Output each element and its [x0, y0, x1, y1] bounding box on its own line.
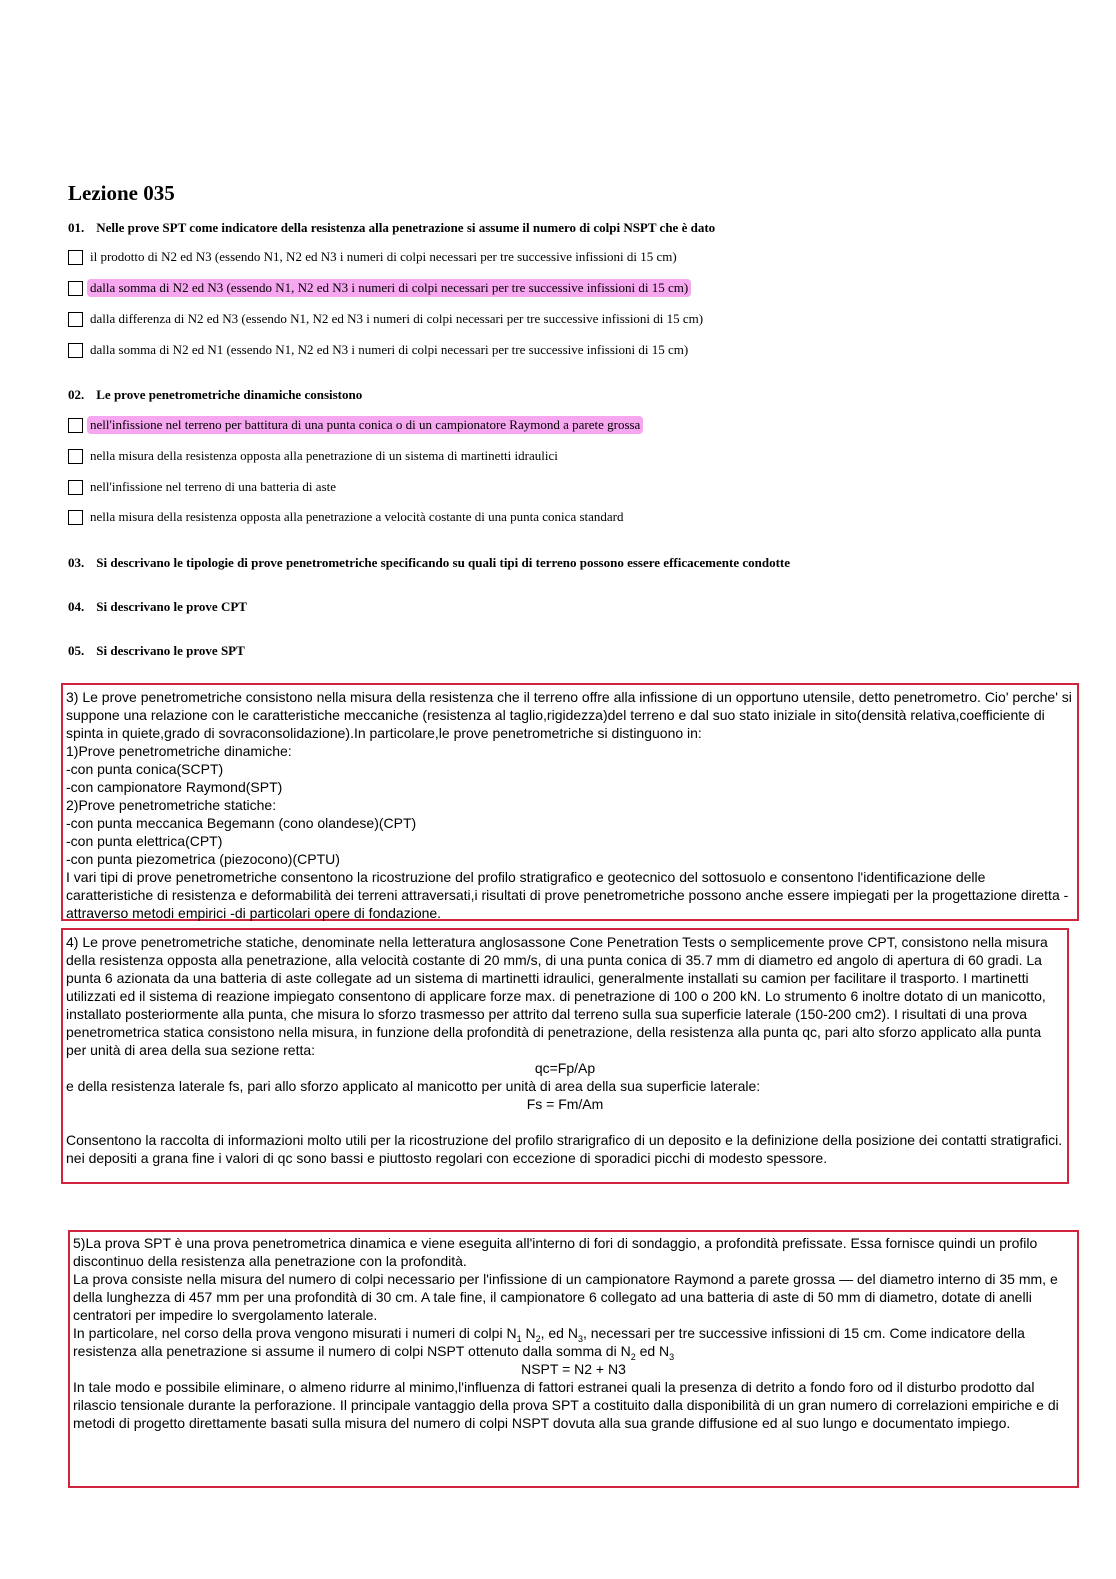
question-number: 03. [68, 555, 85, 570]
q2-option-1[interactable] [68, 415, 643, 435]
q2-option-4[interactable] [68, 507, 627, 527]
question-number: 01. [68, 220, 85, 235]
spacer [66, 1113, 1064, 1131]
text-run: N [521, 1325, 536, 1341]
checkbox[interactable] [68, 312, 83, 327]
option-text: nella misura della resistenza opposta alla penetrazione a velocità costante di una punta conica standard [90, 509, 624, 524]
lesson-title: Lezione 035 [68, 181, 175, 205]
checkbox[interactable] [68, 480, 83, 495]
checkbox[interactable] [68, 449, 83, 464]
text-run: , necessari per tre successive infissioni di 15 cm. Come indicatore della resistenza alla penetrazione si assume il numero di colpi NSPT ottenuto dalla somma di N [73, 1325, 1025, 1359]
answer-3-line: -con punta conica(SCPT) [66, 761, 224, 777]
option-text: dalla somma di N2 ed N1 (essendo N1, N2 ed N3 i numeri di colpi necessari per tre successive infissioni di 15 cm) [90, 342, 689, 357]
subscript: 1 [516, 1333, 522, 1344]
answer-3-conclusion: I vari tipi di prove penetrometriche consentono la ricostruzione del profilo stratigrafico e geotecnico del sottosuolo e consentono l'identificazione delle caratteristiche di resistenza e deformabilità dei terreni attraversati,i risultati di prove penetrometriche possono anche essere impiegati per la progettazione diretta -attraverso metodi empirici -di particolari opere di fondazione. [66, 869, 1069, 921]
formula-nspt: NSPT = N2 + N3 [521, 1361, 626, 1377]
q1-option-4[interactable] [68, 340, 691, 360]
q1-option-2[interactable] [68, 278, 691, 298]
answer-5-paragraph: La prova consiste nella misura del numero di colpi necessario per l'infissione di un campionatore Raymond a parete grossa — del diametro interno di 35 mm, e della lunghezza di 457 mm per una profondità di 30 cm. A tale fine, il campionatore 6 collegato ad una batteria di aste di 50 mm di diametro, dotate di anelli centratori per impedire lo svergolamento laterale. [73, 1271, 1058, 1323]
question-text: Le prove penetrometriche dinamiche consistono [96, 387, 363, 402]
checkbox[interactable] [68, 250, 83, 265]
q2-option-3[interactable] [68, 477, 339, 497]
checkbox[interactable] [68, 418, 83, 433]
question-text: Si descrivano le tipologie di prove penetrometriche specificando su quali tipi di terreno possono essere efficacemente condotte [96, 555, 790, 570]
question-number: 05. [68, 643, 85, 658]
subscript: 2 [630, 1351, 636, 1362]
option-text-highlighted: nell'infissione nel terreno per battitura di una punta conica o di un campionatore Raymond a parete grossa [87, 416, 643, 434]
option-text: dalla differenza di N2 ed N3 (essendo N1, N2 ed N3 i numeri di colpi necessari per tre successive infissioni di 15 cm) [90, 311, 704, 326]
answer-3-box [61, 683, 1079, 921]
q1-option-1[interactable] [68, 247, 680, 267]
answer-3-line: -con campionatore Raymond(SPT) [66, 779, 283, 795]
formula-qc: qc=Fp/Ap [534, 1060, 596, 1076]
question-02 [68, 387, 362, 403]
q1-option-3[interactable] [68, 309, 706, 329]
checkbox[interactable] [68, 510, 83, 525]
answer-3-line: 2)Prove penetrometriche statiche: [66, 797, 277, 813]
answer-4-paragraph: Consentono la raccolta di informazioni molto utili per la ricostruzione del profilo strarigrafico di un deposito e la definizione della posizione dei contatti stratigrafici. nei depositi a grana fine i valori di qc sono bassi e piuttosto regolari con eccezione di sporadici picchi di modesto spessore. [66, 1132, 1063, 1166]
text-run: ed N [635, 1343, 670, 1359]
question-number: 04. [68, 599, 85, 614]
answer-3-line: -con punta elettrica(CPT) [66, 833, 223, 849]
answer-4-paragraph: 4) Le prove penetrometriche statiche, denominate nella letteratura anglosassone Cone Penetration Tests o semplicemente prove CPT, consistono nella misura della resistenza opposta alla penetrazione, alla velocità costante di 20 mm/s, di una punta conica di 35.7 mm di diametro ed angolo di apertura di 60 gradi. La punta 6 azionata da una batteria di aste collegate ad un sistema di martinetti idraulici, generalmente installati su camion per facilitare il trasporto. I martinetti utilizzati ed il sistema di reazione impiegato consentono di applicare forze max. di penetrazione di 100 o 200 kN. Lo strumento 6 inoltre dotato di un manicotto, installato posteriormente alla punta, che misura lo sforzo trasmesso per attrito dal terreno sulla sua superficie laterale (150-200 cm2). I risultati di una prova penetrometrica statica consistono nella misura, in funzione della profondità di penetrazione, della resistenza alla punta qc, pari alto sforzo applicato alla punta per unità di area della sua sezione retta: [66, 934, 1048, 1058]
checkbox[interactable] [68, 281, 83, 296]
text-run: , ed N [540, 1325, 578, 1341]
option-text: il prodotto di N2 ed N3 (essendo N1, N2 ed N3 i numeri di colpi necessari per tre successive infissioni di 15 cm) [90, 249, 677, 264]
question-05 [68, 643, 245, 659]
answer-4-paragraph: e della resistenza laterale fs, pari allo sforzo applicato al manicotto per unità di area della sua superficie laterale: [66, 1078, 761, 1094]
answer-3-line: 1)Prove penetrometriche dinamiche: [66, 743, 292, 759]
option-text-highlighted: dalla somma di N2 ed N3 (essendo N1, N2 ed N3 i numeri di colpi necessari per tre successive infissioni di 15 cm) [87, 279, 691, 297]
answer-3-intro: 3) Le prove penetrometriche consistono nella misura della resistenza che il terreno offre alla infissione di un opportuno utensile, detto penetrometro. Cio' perche' si suppone una relazione con le caratteristiche meccaniche (resistenza al taglio,rigidezza)del terreno e dal suo stato iniziale in sito(densità relativa,coefficiente di spinta in quiete,grado di sovraconsolidazione).In particolare,le prove penetrometriche si distinguono in: [66, 689, 1072, 741]
question-04 [68, 599, 247, 615]
q2-option-2[interactable] [68, 446, 561, 466]
formula-fs: Fs = Fm/Am [526, 1096, 604, 1112]
option-text: nell'infissione nel terreno di una batteria di aste [90, 479, 337, 494]
checkbox[interactable] [68, 343, 83, 358]
answer-5-paragraph: 5)La prova SPT è una prova penetrometrica dinamica e viene eseguita all'interno di fori di sondaggio, a profondità prefissate. Essa fornisce quindi un profilo discontinuo della resistenza alla penetrazione con la profondità. [73, 1235, 1038, 1269]
answer-5-box [68, 1230, 1079, 1488]
answer-3-line: -con punta meccanica Begemann (cono olandese)(CPT) [66, 815, 417, 831]
answer-5-paragraph: In tale modo e possibile eliminare, o almeno ridurre al minimo,l'influenza di fattori estranei quali la presenza di detrito a fondo foro od il disturbo prodotto dal rilascio tensionale durante la perforazione. Il principale vantaggio della prova SPT a costituito dalla disponibilità di un gran numero di correlazioni empiriche e di metodi di progetto direttamente basati sulla misura del numero di colpi NSPT dovuta alla sua grande diffusione ed al suo lungo e documentato impiego. [73, 1379, 1059, 1431]
question-01 [68, 220, 715, 236]
question-text: Nelle prove SPT come indicatore della resistenza alla penetrazione si assume il numero di colpi NSPT che è dato [96, 220, 716, 235]
option-text: nella misura della resistenza opposta alla penetrazione di un sistema di martinetti idraulici [90, 448, 558, 463]
question-03 [68, 555, 790, 571]
subscript: 3 [669, 1351, 675, 1362]
answer-3-line: -con punta piezometrica (piezocono)(CPTU) [66, 851, 340, 867]
answer-4-box [61, 928, 1069, 1184]
question-text: Si descrivano le prove SPT [96, 643, 245, 658]
text-run: In particolare, nel corso della prova vengono misurati i numeri di colpi N [73, 1325, 517, 1341]
subscript: 3 [577, 1333, 583, 1344]
question-number: 02. [68, 387, 85, 402]
subscript: 2 [535, 1333, 541, 1344]
answer-5-paragraph [73, 1324, 1074, 1360]
question-text: Si descrivano le prove CPT [96, 599, 247, 614]
